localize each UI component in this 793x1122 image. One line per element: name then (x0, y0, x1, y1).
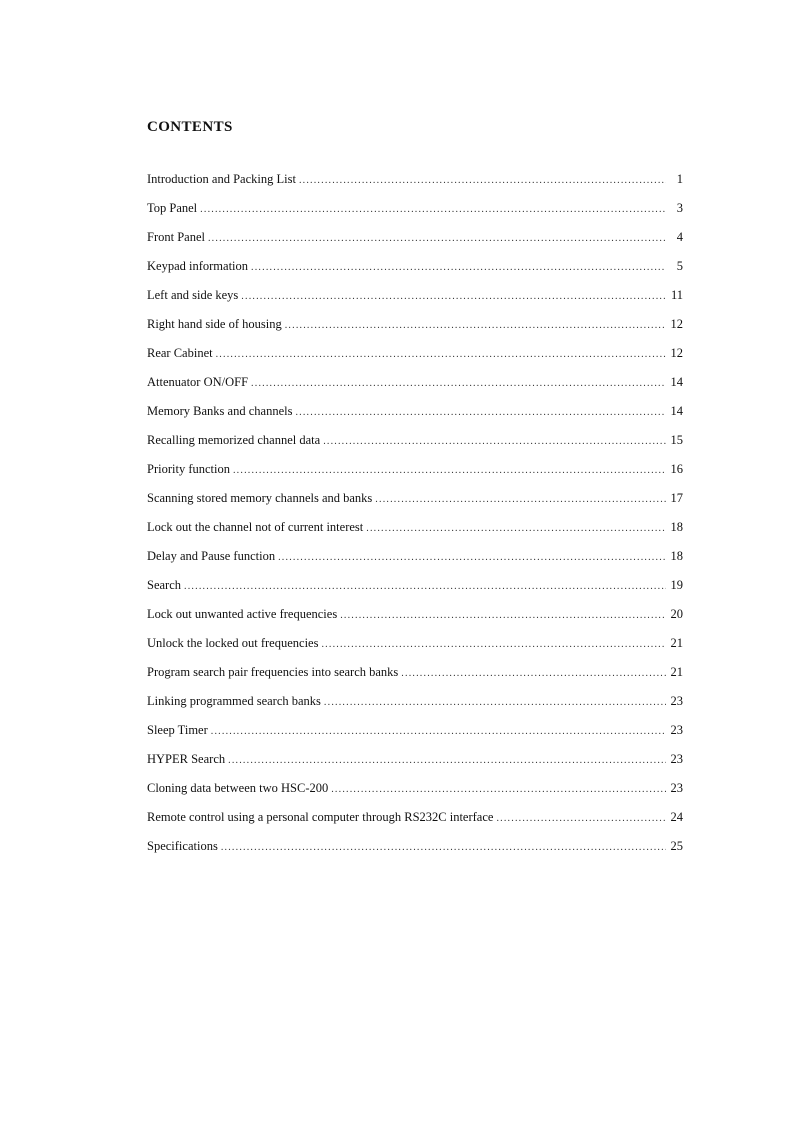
toc-page-number: 16 (670, 462, 683, 476)
toc-page-number: 14 (670, 404, 683, 418)
toc-dot-leader (340, 608, 666, 624)
toc-page-number: 19 (670, 578, 683, 592)
toc-entry (147, 722, 683, 751)
toc-entry-title: Keypad information (147, 259, 249, 273)
toc-page-number: 20 (670, 607, 683, 621)
toc-page-number: 18 (670, 520, 683, 534)
toc-page-number: 17 (670, 491, 683, 505)
toc-entry-title: Memory Banks and channels (147, 404, 293, 418)
toc-entry (147, 374, 683, 403)
toc-dot-leader (241, 289, 666, 305)
toc-entry (147, 606, 683, 635)
toc-entry-title: Unlock the locked out frequencies (147, 636, 319, 650)
toc-dot-leader (233, 463, 666, 479)
toc-page-number: 25 (670, 839, 683, 853)
toc-entry-title: Linking programmed search banks (147, 694, 321, 708)
toc-page-number: 11 (670, 288, 683, 302)
toc-entry (147, 751, 683, 780)
table-of-contents (147, 171, 683, 867)
toc-page-number: 14 (670, 375, 683, 389)
toc-entry-title: Search (147, 578, 182, 592)
toc-entry (147, 345, 683, 374)
toc-dot-leader (200, 202, 666, 218)
toc-page-number: 15 (670, 433, 683, 447)
toc-entry (147, 780, 683, 809)
toc-page-number: 23 (670, 752, 683, 766)
toc-dot-leader (228, 753, 666, 769)
toc-dot-leader (323, 434, 666, 450)
toc-entry (147, 432, 683, 461)
toc-page-number: 3 (676, 201, 683, 215)
toc-entry (147, 200, 683, 229)
toc-entry-title: Rear Cabinet (147, 346, 213, 360)
toc-entry-title: Right hand side of housing (147, 317, 282, 331)
toc-entry-title: Front Panel (147, 230, 205, 244)
toc-dot-leader (401, 666, 666, 682)
toc-dot-leader (216, 347, 666, 363)
page-title: CONTENTS (147, 119, 233, 135)
toc-dot-leader (375, 492, 666, 508)
toc-entry (147, 403, 683, 432)
toc-entry (147, 577, 683, 606)
toc-dot-leader (208, 231, 666, 247)
toc-page-number: 21 (670, 636, 683, 650)
toc-page-number: 1 (676, 172, 683, 186)
toc-entry (147, 635, 683, 664)
toc-page-number: 18 (670, 549, 683, 563)
toc-page-number: 21 (670, 665, 683, 679)
toc-entry (147, 809, 683, 838)
toc-entry (147, 316, 683, 345)
toc-page-number: 5 (676, 259, 683, 273)
toc-dot-leader (211, 724, 666, 740)
toc-entry-title: Specifications (147, 839, 218, 853)
toc-page-number: 4 (676, 230, 683, 244)
toc-entry-title: Program search pair frequencies into search banks (147, 665, 399, 679)
toc-entry (147, 287, 683, 316)
toc-dot-leader (299, 173, 666, 189)
toc-entry (147, 519, 683, 548)
toc-entry (147, 461, 683, 490)
toc-dot-leader (251, 260, 666, 276)
toc-entry-title: Delay and Pause function (147, 549, 276, 563)
toc-dot-leader (251, 376, 666, 392)
toc-dot-leader (285, 318, 666, 334)
toc-entry (147, 490, 683, 519)
toc-entry-title: Introduction and Packing List (147, 172, 296, 186)
toc-entry-title: Lock out the channel not of current interest (147, 520, 364, 534)
toc-dot-leader (331, 782, 666, 798)
toc-page-number: 23 (670, 781, 683, 795)
toc-page-number: 23 (670, 723, 683, 737)
toc-entry-title: Attenuator ON/OFF (147, 375, 249, 389)
toc-entry-title: Recalling memorized channel data (147, 433, 321, 447)
toc-entry (147, 548, 683, 577)
toc-entry-title: Priority function (147, 462, 230, 476)
toc-dot-leader (366, 521, 666, 537)
toc-dot-leader (278, 550, 666, 566)
toc-entry-title: Lock out unwanted active frequencies (147, 607, 338, 621)
toc-entry-title: Left and side keys (147, 288, 239, 302)
toc-page-number: 12 (670, 317, 683, 331)
toc-dot-leader (321, 637, 666, 653)
toc-entry-title: Remote control using a personal computer through RS232C interface (147, 810, 494, 824)
toc-entry (147, 693, 683, 722)
toc-entry-title: Cloning data between two HSC-200 (147, 781, 329, 795)
toc-page-number: 12 (670, 346, 683, 360)
toc-entry-title: Scanning stored memory channels and banks (147, 491, 373, 505)
toc-entry-title: Sleep Timer (147, 723, 208, 737)
toc-entry (147, 258, 683, 287)
toc-dot-leader (221, 840, 666, 856)
toc-page-number: 24 (670, 810, 683, 824)
toc-dot-leader (295, 405, 666, 421)
toc-entry-title: Top Panel (147, 201, 198, 215)
toc-entry (147, 838, 683, 867)
toc-entry (147, 229, 683, 258)
toc-entry-title: HYPER Search (147, 752, 226, 766)
toc-dot-leader (496, 811, 666, 827)
toc-page-number: 23 (670, 694, 683, 708)
toc-entry (147, 171, 683, 200)
toc-dot-leader (324, 695, 666, 711)
toc-dot-leader (184, 579, 666, 595)
toc-entry (147, 664, 683, 693)
